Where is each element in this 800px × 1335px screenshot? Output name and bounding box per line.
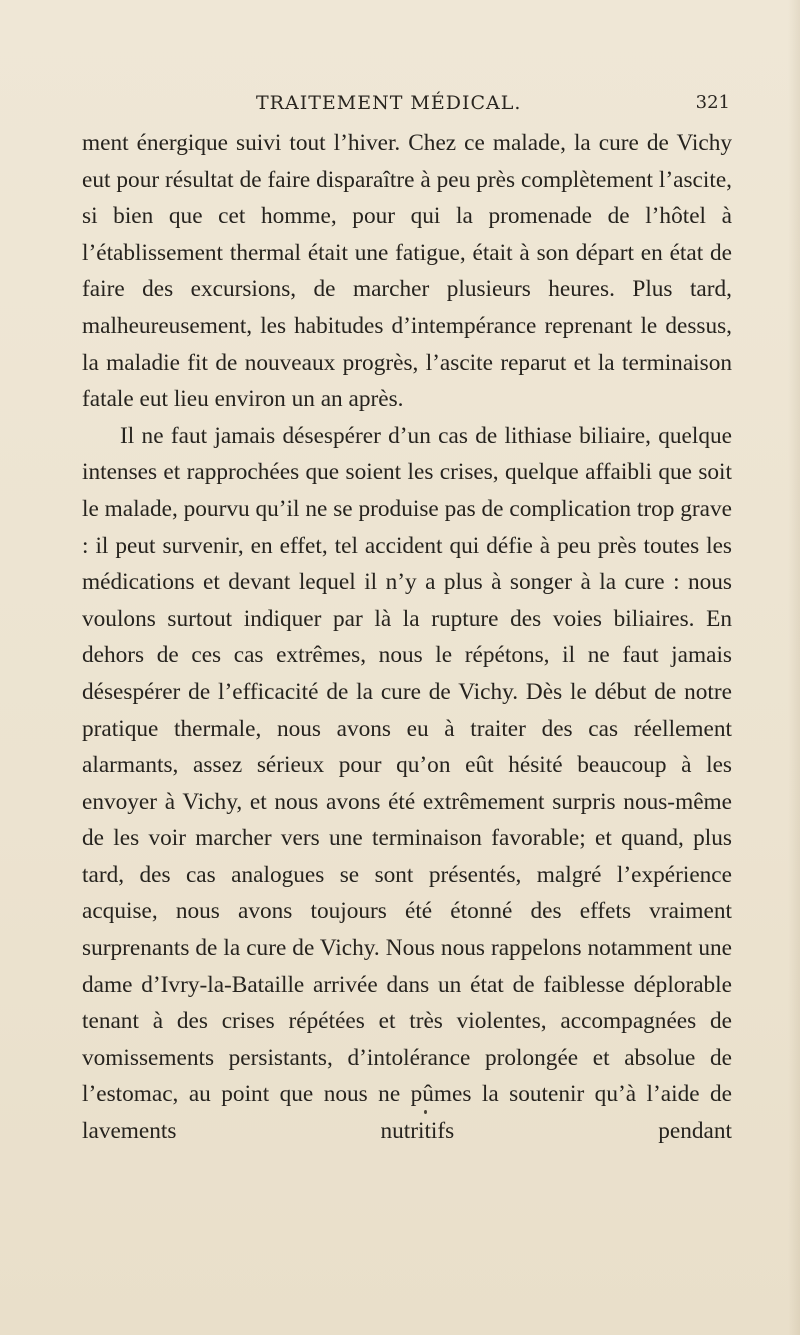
- paragraph-2: Il ne faut jamais désespérer d’un cas de lithiase biliaire, quelque intenses et rapprochées que soient les crises, quelque affaibli que soit le malade, pourvu qu’il ne se produise pas de complication trop grave : il peut survenir, en effet, tel accident qui défie à peu près toutes les médications et devant lequel il n’y a plus à songer à la cure : nous voulons surtout indiquer par là la rupture des voies biliaires. En dehors de ces cas extrêmes, nous le répétons, il ne faut jamais désespérer de l’efficacité de la cure de Vichy. Dès le début de notre pratique thermale, nous avons eu à traiter des cas réellement alarmants, assez sérieux pour qu’on eût hésité beaucoup à les envoyer à Vichy, et nous avons été extrêmement surpris nous-même de les voir marcher vers une terminaison favorable; et quand, plus tard, des cas analogues se sont présentés, malgré l’expérience acquise, nous avons toujours été étonné des effets vraiment surprenants de la cure de Vichy. Nous nous rappelons notamment une dame d’Ivry-la-Bataille arrivée dans un état de faiblesse déplorable tenant à des crises répétées et très violentes, accompagnées de vomissements persistants, d’intolérance prolongée et absolue de l’estomac, au point que nous ne pûmes la soutenir qu’à l’aide de lavements nutritifs pendant: [82, 422, 732, 1145]
- ink-speck: [424, 1110, 427, 1114]
- page-number: 321: [695, 92, 730, 113]
- page-edge-shadow: [788, 0, 800, 1335]
- paragraph-1: ment énergique suivi tout l’hiver. Chez ce malade, la cure de Vichy eut pour résultat de faire disparaître à peu près complètement l’ascite, si bien que cet homme, pour qui la promenade de l’hôtel à l’établissement thermal était une fatigue, était à son départ en état de faire des excursions, de marcher plusieurs heures. Plus tard, malheureusement, les habitudes d’intempérance reprenant le dessus, la maladie fit de nouveaux progrès, l’ascite reparut et la terminaison fatale eut lieu environ un an après.: [82, 130, 732, 413]
- body-text: [82, 125, 732, 1150]
- page-header: [82, 86, 730, 120]
- running-title: TRAITEMENT MÉDICAL.: [256, 92, 522, 114]
